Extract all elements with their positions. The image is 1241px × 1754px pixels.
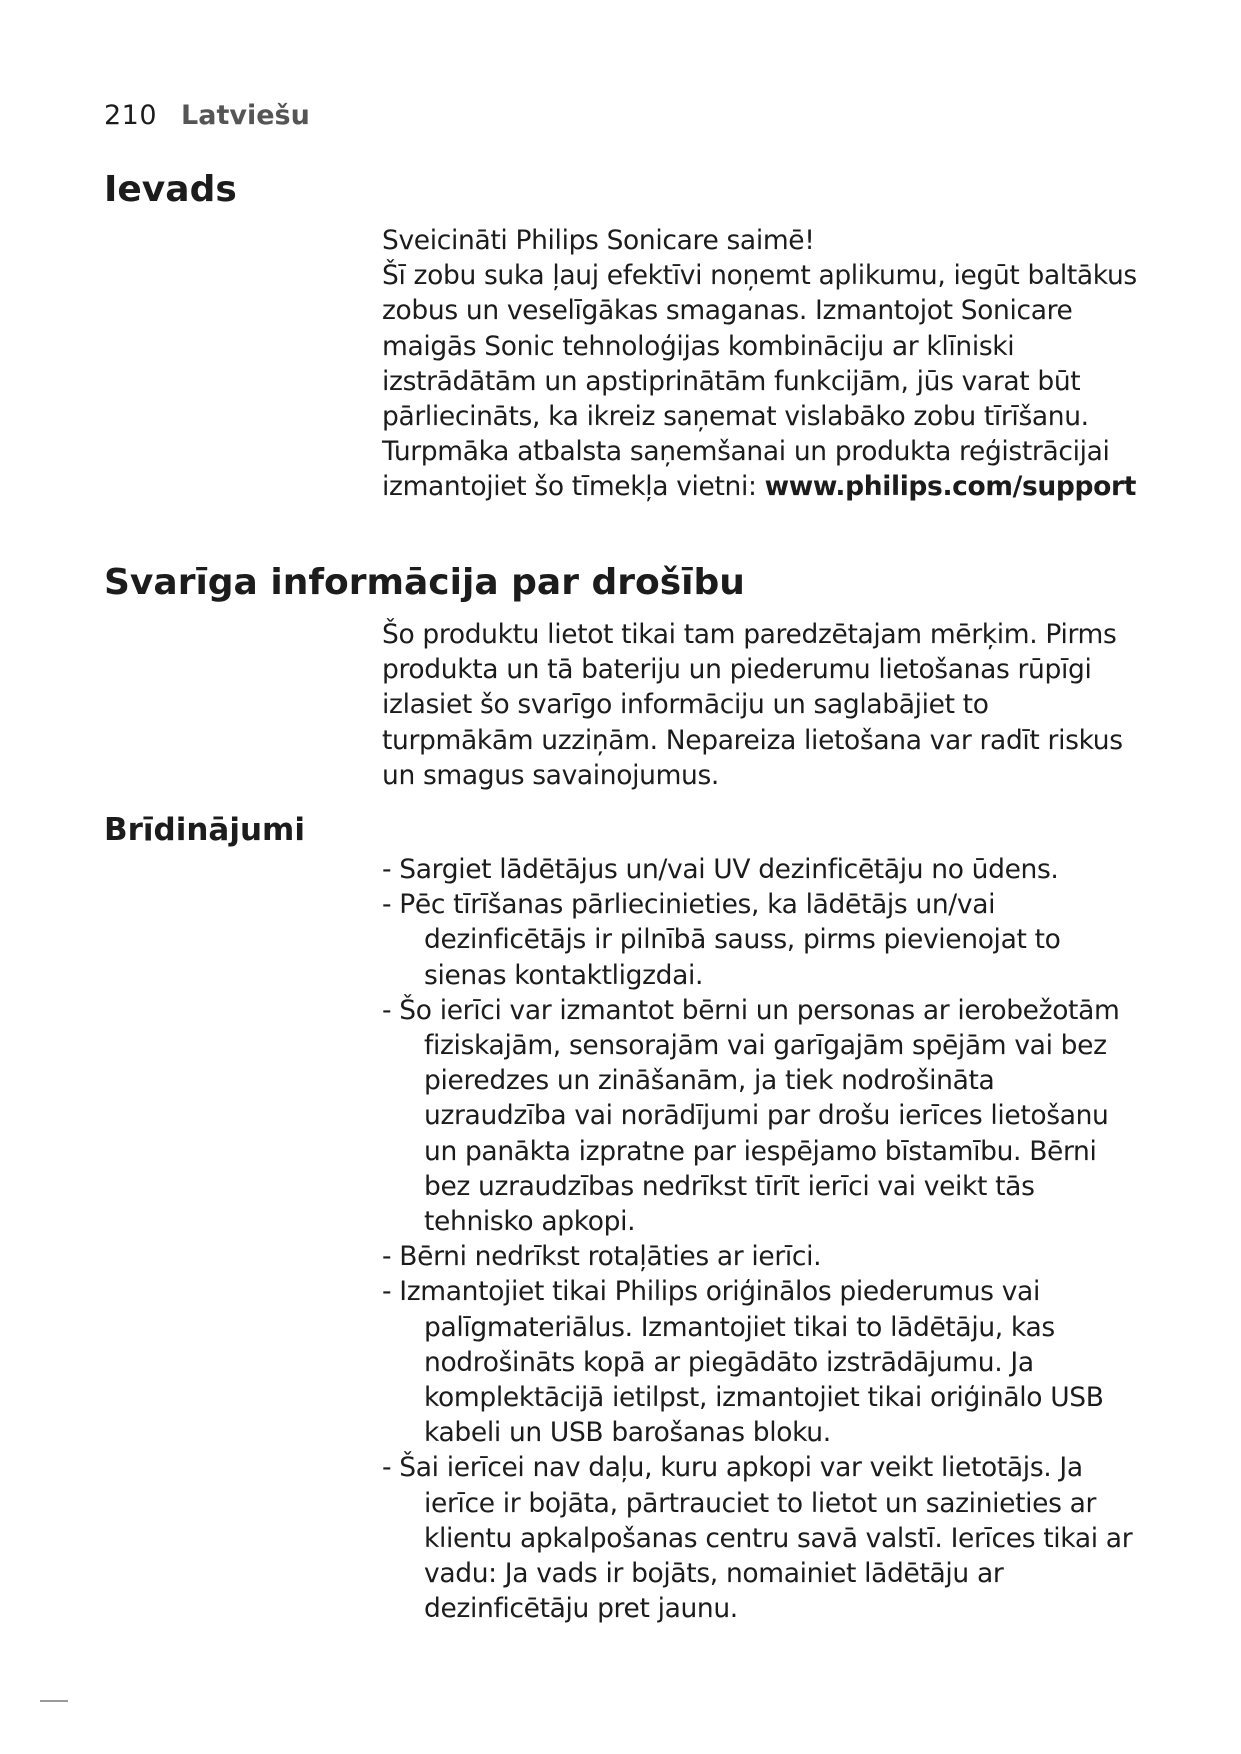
page-language: Latviešu xyxy=(181,100,310,131)
intro-heading: Ievads xyxy=(104,169,237,210)
corner-mark xyxy=(40,1700,68,1702)
warning-item: - Izmantojiet tikai Philips oriģinālos piederumus vai palīgmateriālus. Izmantojiet tikai to lādētāju, kas nodrošināts kopā ar piegādāto izstrādājumu. Ja komplektācijā ietilpst, izmantojiet tikai oriģinālo USB kabeli un USB barošanas bloku. xyxy=(382,1276,1104,1449)
warning-item: - Pēc tīrīšanas pārliecinieties, ka lādētājs un/vai dezinficētājs ir pilnībā sauss, pirms pievienojat to sienas kontaktligzdai. xyxy=(382,889,1061,991)
intro-support-text: Turpmāka atbalsta saņemšanai un produkta reģistrācijai izmantojiet šo tīmekļa vietni: xyxy=(382,436,1110,503)
safety-body xyxy=(382,617,1142,793)
safety-heading: Svarīga informācija par drošību xyxy=(104,562,745,603)
intro-body xyxy=(382,223,1142,505)
intro-description: Šī zobu suka ļauj efektīvi noņemt aplikumu, iegūt baltākus zobus un veselīgākas smaganas. Izmantojot Sonicare maigās Sonic tehnoloģijas kombināciju ar klīniski izstrādātām un apstiprinātām funkcijām, jūs varat būt pārliecināts, ka ikreiz saņemat vislabāko zobu tīrīšanu. xyxy=(382,260,1137,433)
safety-paragraph: Šo produktu lietot tikai tam paredzētajam mērķim. Pirms produkta un tā bateriju un piederumu lietošanas rūpīgi izlasiet šo svarīgo informāciju un saglabājiet to turpmākām uzziņām. Nepareiza lietošana var radīt riskus un smagus savainojumus. xyxy=(382,619,1123,791)
page-header xyxy=(104,96,310,136)
warnings-heading: Brīdinājumi xyxy=(104,812,305,848)
warnings-body xyxy=(382,852,1142,1626)
warning-item: - Bērni nedrīkst rotaļāties ar ierīci. xyxy=(382,1241,822,1273)
page-number: 210 xyxy=(104,100,158,131)
warning-item: - Sargiet lādētājus un/vai UV dezinficētāju no ūdens. xyxy=(382,854,1059,885)
intro-welcome: Sveicināti Philips Sonicare saimē! xyxy=(382,225,815,256)
warning-item: - Šo ierīci var izmantot bērni un personas ar ierobežotām fiziskajām, sensorajām vai garīgajām spējām vai bez pieredzes un zināšanām, ja tiek nodrošināta uzraudzība vai norādījumi par drošu ierīces lietošanu un panākta izpratne par iespējamo bīstamību. Bērni bez uzraudzības nedrīkst tīrīt ierīci vai veikt tās tehnisko apkopi. xyxy=(382,994,1120,1238)
warnings-list xyxy=(382,852,1142,1626)
support-link[interactable]: www.philips.com/support xyxy=(764,471,1137,503)
warning-item: - Šai ierīcei nav daļu, kuru apkopi var veikt lietotājs. Ja ierīce ir bojāta, pārtrauciet to lietot un sazinieties ar klientu apkalpošanas centru savā valstī. Ierīces tikai ar vadu: Ja vads ir bojāts, nomainiet lādētāju ar dezinficētāju pret jaunu. xyxy=(382,1452,1133,1625)
intro-support xyxy=(382,434,1142,504)
